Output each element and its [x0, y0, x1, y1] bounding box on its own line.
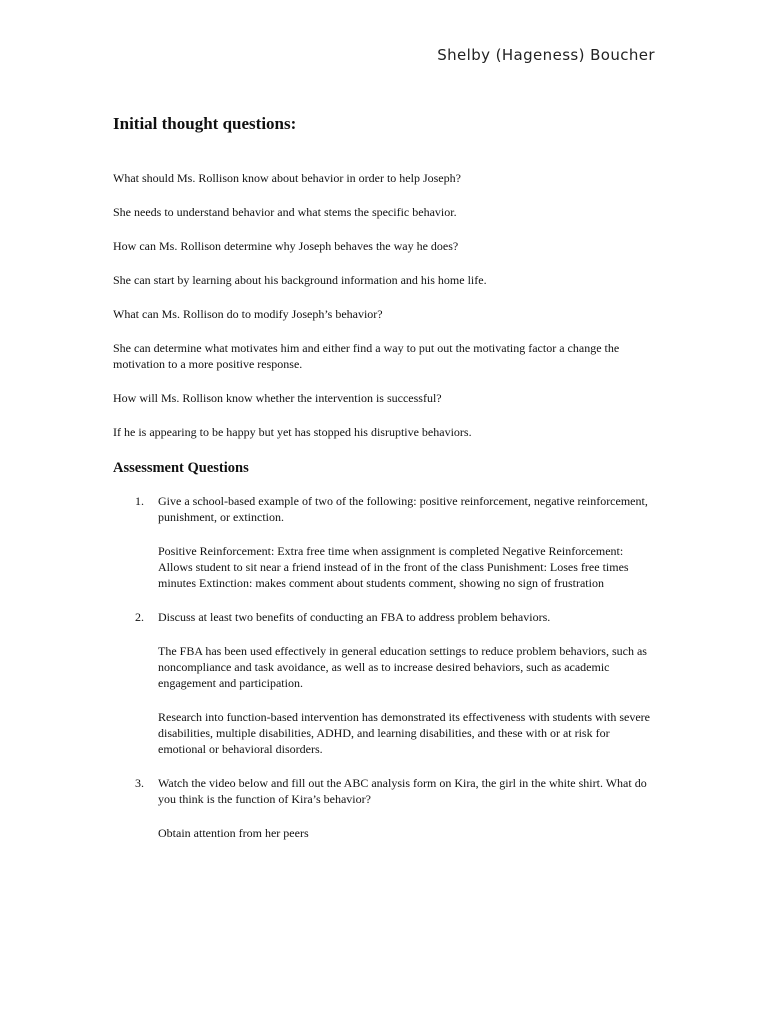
question-paragraph: What can Ms. Rollison do to modify Joseph’s behavior? [113, 307, 383, 321]
assessment-answer: Obtain attention from her peers [158, 826, 309, 840]
question-paragraph: How will Ms. Rollison know whether the intervention is successful? [113, 391, 442, 405]
question-paragraph: What should Ms. Rollison know about behavior in order to help Joseph? [113, 171, 461, 185]
answer-paragraph: She can start by learning about his background information and his home life. [113, 273, 487, 287]
assessment-list [113, 493, 653, 841]
section-title-initial-thought: Initial thought questions: [113, 114, 297, 133]
author-name: Shelby (Hageness) Boucher [437, 46, 655, 64]
assessment-answer: Research into function-based intervention has demonstrated its effectiveness with students with severe disabilities, multiple disabilities, ADHD, and learning disabilities, and these with or at risk for emotional or behavioral disorders. [158, 710, 650, 756]
assessment-question: Watch the video below and fill out the ABC analysis form on Kira, the girl in the white shirt. What do you think is the function of Kira’s behavior? [158, 776, 647, 806]
assessment-answer: Positive Reinforcement: Extra free time when assignment is completed Negative Reinforcement: Allows student to sit near a friend instead of in the front of the class Punishment: Loses free times minutes Extinction: makes comment about students comment, showing no sign of frustration [158, 544, 629, 590]
list-number: 2. [135, 610, 144, 624]
answer-paragraph: If he is appearing to be happy but yet has stopped his disruptive behaviors. [113, 425, 472, 439]
list-number: 1. [135, 494, 144, 508]
list-item [113, 609, 653, 757]
list-item [113, 775, 653, 841]
answer-paragraph: She can determine what motivates him and either find a way to put out the motivating factor a change the motivation to a more positive response. [113, 341, 620, 371]
document-body [113, 114, 653, 859]
assessment-answer: The FBA has been used effectively in general education settings to reduce problem behaviors, such as noncompliance and task avoidance, as well as to increase desired behaviors, such as academic engagement and participation. [158, 644, 647, 690]
section-title-assessment: Assessment Questions [113, 460, 249, 476]
list-number: 3. [135, 776, 144, 790]
question-paragraph: How can Ms. Rollison determine why Joseph behaves the way he does? [113, 239, 459, 253]
assessment-question: Give a school-based example of two of the following: positive reinforcement, negative reinforcement, punishment, or extinction. [158, 494, 648, 524]
answer-paragraph: She needs to understand behavior and what stems the specific behavior. [113, 205, 457, 219]
assessment-question: Discuss at least two benefits of conducting an FBA to address problem behaviors. [158, 610, 551, 624]
list-item [113, 493, 653, 591]
